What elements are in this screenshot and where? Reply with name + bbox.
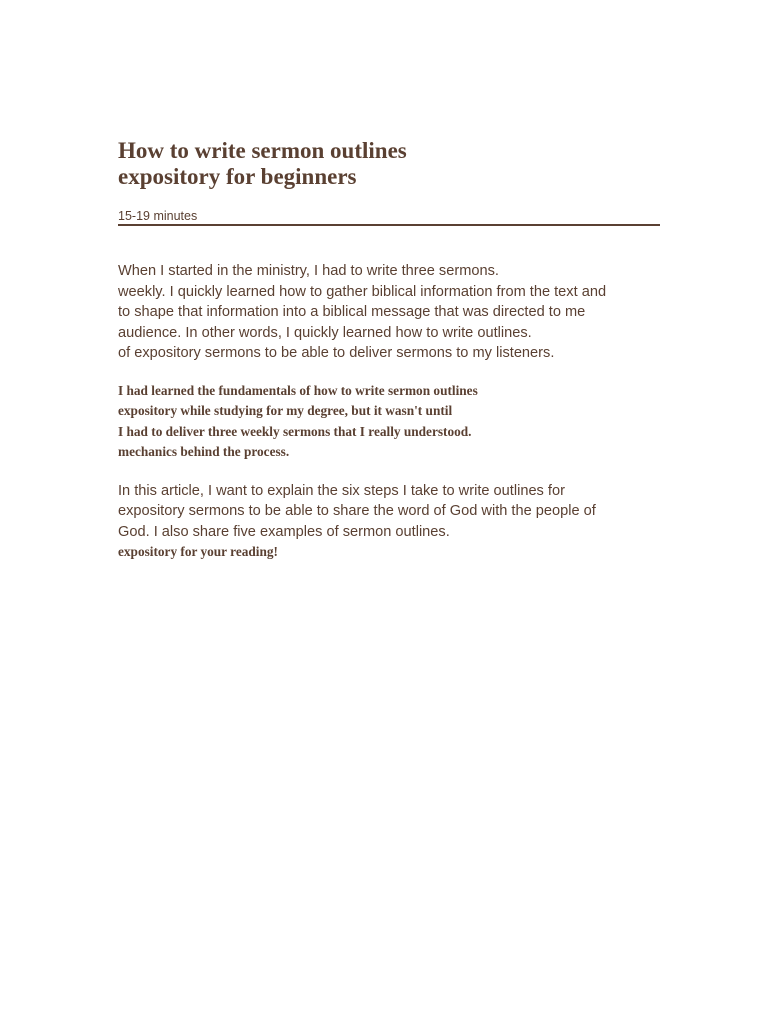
page-title <box>118 138 660 190</box>
reading-time: 15-19 minutes <box>118 209 198 223</box>
text-line: In this article, I want to explain the six steps I take to write outlines for <box>118 482 565 499</box>
text-line: expository sermons to be able to share the word of God with the people of <box>118 503 596 519</box>
divider <box>118 224 660 226</box>
text-line: mechanics behind the process. <box>118 444 290 459</box>
text-line: weekly. I quickly learned how to gather biblical information from the text and <box>118 283 607 300</box>
paragraph-closing-bold <box>118 542 660 563</box>
article <box>118 138 660 563</box>
paragraph-intro <box>118 261 660 364</box>
text-line: I had learned the fundamentals of how to write sermon outlines <box>118 382 478 398</box>
paragraph-bold <box>118 381 660 463</box>
text-line: When I started in the ministry, I had to write three sermons. <box>118 263 499 279</box>
text-line: audience. In other words, I quickly learned how to write outlines. <box>118 324 532 341</box>
text-line: to shape that information into a biblical message that was directed to me <box>118 304 586 320</box>
title-line: How to write sermon outlines <box>118 138 407 163</box>
text-line: expository for your reading! <box>118 544 278 559</box>
text-line: of expository sermons to be able to deliver sermons to my listeners. <box>118 345 555 361</box>
text-line: I had to deliver three weekly sermons that I really understood. <box>118 423 472 439</box>
text-line: God. I also share five examples of sermon outlines. <box>118 523 450 540</box>
paragraph-article-summary <box>118 481 660 543</box>
title-line: expository for beginners <box>118 164 357 189</box>
text-line: expository while studying for my degree, but it wasn't until <box>118 403 453 418</box>
